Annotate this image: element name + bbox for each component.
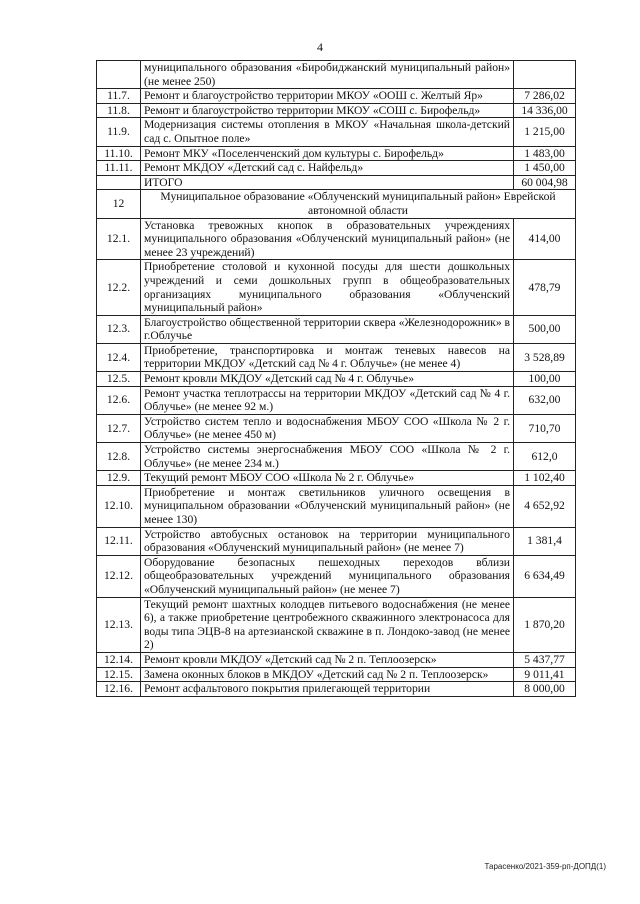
item-number: 12.2.	[97, 260, 141, 315]
table-row	[97, 372, 576, 387]
table-row	[97, 61, 576, 89]
item-number: 12	[97, 190, 141, 218]
table-row	[97, 386, 576, 414]
table-row	[97, 414, 576, 442]
table-row	[97, 667, 576, 682]
item-number	[97, 61, 141, 89]
table-row	[97, 175, 576, 190]
item-amount: 60 004,98	[514, 175, 576, 190]
item-description: Ремонт участка теплотрассы на территории МКДОУ «Детский сад № 4 г. Облучье» (не менее 92 м.)	[141, 386, 514, 414]
item-amount: 1 215,00	[514, 118, 576, 146]
item-description: Приобретение столовой и кухонной посуды для шести дошкольных учреждений и семи дошкольных групп в общеобразовательных организациях муниципального образования «Облученский муниципальный район»	[141, 260, 514, 315]
table-row	[97, 315, 576, 343]
item-amount: 632,00	[514, 386, 576, 414]
item-description: Ремонт МКУ «Поселенченский дом культуры с. Бирофельд»	[141, 146, 514, 161]
item-number: 12.4.	[97, 343, 141, 371]
item-amount: 7 286,02	[514, 89, 576, 104]
item-number: 11.11.	[97, 161, 141, 176]
table-row	[97, 260, 576, 315]
item-number: 12.1.	[97, 218, 141, 260]
item-number: 12.15.	[97, 667, 141, 682]
item-description: Текущий ремонт шахтных колодцев питьевого водоснабжения (не менее 6), а также приобретение центробежного скважинного электронасоса для воды типа ЭЦВ-8 на артезианской скважине в п. Лондоко-завод (не менее 2)	[141, 597, 514, 652]
table-row	[97, 161, 576, 176]
item-amount: 1 450,00	[514, 161, 576, 176]
item-number: 12.10.	[97, 485, 141, 527]
page-number: 4	[317, 40, 323, 54]
table-row	[97, 443, 576, 471]
item-description: Ремонт и благоустройство территории МКОУ «СОШ с. Бирофельд»	[141, 103, 514, 118]
item-description: Устройство систем тепло и водоснабжения МБОУ СОО «Школа № 2 г. Облучье» (не менее 450 м)	[141, 414, 514, 442]
item-amount: 710,70	[514, 414, 576, 442]
item-description: Оборудование безопасных пешеходных переходов вблизи общеобразовательных учреждений муниципального образования «Облученский муниципальный район» (не менее 7)	[141, 555, 514, 597]
item-number: 12.13.	[97, 597, 141, 652]
item-description: Ремонт и благоустройство территории МКОУ «ООШ с. Желтый Яр»	[141, 89, 514, 104]
item-number: 12.8.	[97, 443, 141, 471]
item-description: муниципального образования «Биробиджанский муниципальный район» (не менее 250)	[141, 61, 514, 89]
table-row	[97, 218, 576, 260]
table-row	[97, 118, 576, 146]
table-row	[97, 682, 576, 697]
item-description: Ремонт кровли МКДОУ «Детский сад № 4 г. Облучье»	[141, 372, 514, 387]
item-amount: 6 634,49	[514, 555, 576, 597]
item-number: 11.7.	[97, 89, 141, 104]
item-description: Ремонт асфальтового покрытия прилегающей территории	[141, 682, 514, 697]
item-number: 12.11.	[97, 527, 141, 555]
item-description: Устройство автобусных остановок на территории муниципального образования «Облученский муниципальный район» (не менее 7)	[141, 527, 514, 555]
item-amount: 478,79	[514, 260, 576, 315]
item-description: Установка тревожных кнопок в образовательных учреждениях муниципального образования «Облученский муниципальный район» (не менее 23 учреждений)	[141, 218, 514, 260]
item-description: Приобретение, транспортировка и монтаж теневых навесов на территории МКДОУ «Детский сад № 4 г. Облучье» (не менее 4)	[141, 343, 514, 371]
item-number: 12.12.	[97, 555, 141, 597]
item-description: Приобретение и монтаж светильников уличного освещения в муниципальном образовании «Облученский муниципальный район» (не менее 130)	[141, 485, 514, 527]
item-amount: 612,0	[514, 443, 576, 471]
table-row	[97, 485, 576, 527]
item-amount: 9 011,41	[514, 667, 576, 682]
item-description: ИТОГО	[141, 175, 514, 190]
item-amount: 8 000,00	[514, 682, 576, 697]
section-title: Муниципальное образование «Облученский муниципальный район» Еврейской автономной области	[141, 190, 576, 218]
table-row	[97, 146, 576, 161]
item-amount	[514, 61, 576, 89]
item-description: Текущий ремонт МБОУ СОО «Школа № 2 г. Облучье»	[141, 471, 514, 486]
document-code: Тарасенко/2021-359-рп-ДОПД(1)	[484, 862, 606, 871]
item-description: Устройство системы энергоснабжения МБОУ СОО «Школа № 2 г. Облучье» (не менее 234 м.)	[141, 443, 514, 471]
item-number: 12.16.	[97, 682, 141, 697]
item-amount: 100,00	[514, 372, 576, 387]
item-number: 12.7.	[97, 414, 141, 442]
table-row	[97, 103, 576, 118]
item-amount: 1 483,00	[514, 146, 576, 161]
item-amount: 5 437,77	[514, 652, 576, 667]
item-description: Ремонт кровли МКДОУ «Детский сад № 2 п. Теплоозерск»	[141, 652, 514, 667]
program-table-body	[97, 61, 576, 697]
item-description: Замена оконных блоков в МКДОУ «Детский сад № 2 п. Теплоозерск»	[141, 667, 514, 682]
item-amount: 3 528,89	[514, 343, 576, 371]
item-number: 12.5.	[97, 372, 141, 387]
item-number: 11.9.	[97, 118, 141, 146]
item-description: Модернизация системы отопления в МКОУ «Начальная школа-детский сад с. Опытное поле»	[141, 118, 514, 146]
item-number: 12.9.	[97, 471, 141, 486]
item-amount: 500,00	[514, 315, 576, 343]
item-amount: 1 381,4	[514, 527, 576, 555]
item-number: 11.8.	[97, 103, 141, 118]
table-row	[97, 527, 576, 555]
item-description: Ремонт МКДОУ «Детский сад с. Найфельд»	[141, 161, 514, 176]
section-row	[97, 190, 576, 218]
item-number: 12.14.	[97, 652, 141, 667]
item-amount: 4 652,92	[514, 485, 576, 527]
item-amount: 1 102,40	[514, 471, 576, 486]
program-table	[96, 60, 576, 697]
table-row	[97, 343, 576, 371]
table-row	[97, 597, 576, 652]
item-amount: 14 336,00	[514, 103, 576, 118]
item-amount: 1 870,20	[514, 597, 576, 652]
item-amount: 414,00	[514, 218, 576, 260]
item-number: 12.6.	[97, 386, 141, 414]
table-row	[97, 471, 576, 486]
item-number: 11.10.	[97, 146, 141, 161]
table-row	[97, 652, 576, 667]
table-row	[97, 89, 576, 104]
item-number: 12.3.	[97, 315, 141, 343]
item-number	[97, 175, 141, 190]
table-row	[97, 555, 576, 597]
item-description: Благоустройство общественной территории сквера «Железнодорожник» в г.Облучье	[141, 315, 514, 343]
